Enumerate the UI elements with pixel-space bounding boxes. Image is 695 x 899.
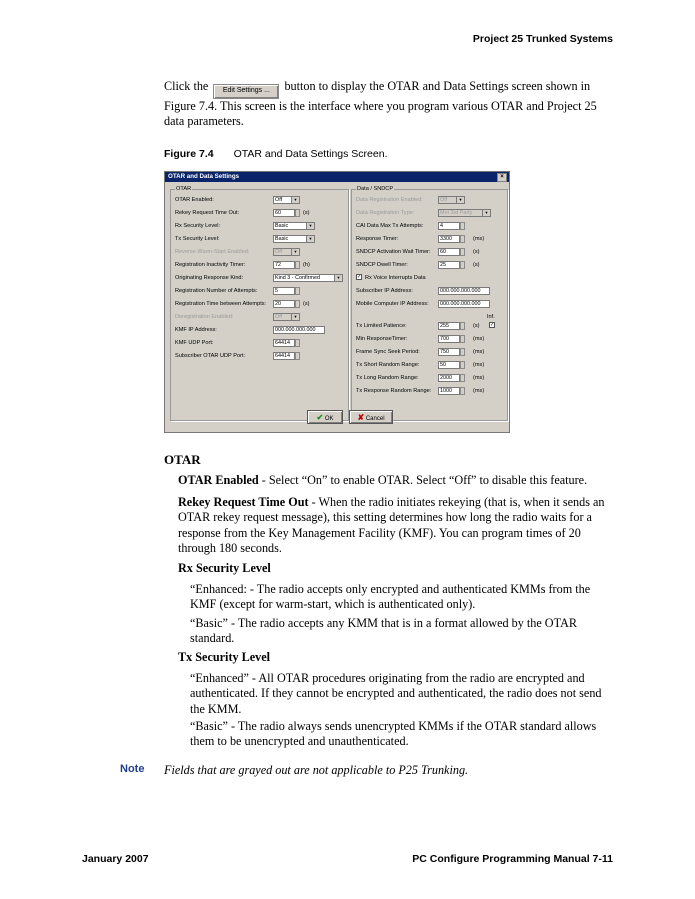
originating-response-label: Originating Response Kind: bbox=[175, 275, 244, 281]
tx-limited-patience-spinner[interactable] bbox=[460, 322, 465, 330]
reverse-warm-start-select[interactable]: Off ▼ bbox=[273, 248, 300, 256]
registration-time-between-label: Registration Time between Attempts: bbox=[175, 301, 267, 307]
tx-security-select[interactable]: Basic ▼ bbox=[273, 235, 315, 243]
inf-label: Inf. bbox=[487, 314, 495, 320]
otar-enabled-text: - Select “On” to enable OTAR. Select “Off” to disable this feature. bbox=[258, 473, 588, 487]
deregistration-enabled-label: Deregistration Enabled: bbox=[175, 314, 234, 320]
rekey-text: - When the radio initiates rekeying (that is, when it sends an OTAR rekey request message), this setting determines how long the radio waits for a response from the Key Management Facility (KMF). You can program times of 20 through 180 seconds. bbox=[178, 495, 605, 556]
tx-enhanced-paragraph: “Enhanced” - All OTAR procedures originating from the radio are encrypted and authenticated. If they cannot be encrypted and authenticated, the radio does not send the KMM. bbox=[190, 671, 602, 716]
rekey-paragraph bbox=[178, 495, 614, 557]
min-response-timer-label: Min ResponseTimer: bbox=[356, 336, 408, 342]
registration-time-between-unit: (s) bbox=[303, 301, 310, 307]
ok-label: OK bbox=[324, 416, 334, 422]
kmf-udp-port-spinner[interactable] bbox=[295, 339, 300, 347]
tx-long-random-input[interactable]: 2000 bbox=[438, 374, 460, 382]
reverse-warm-start-label: Reverse Warm-Start Enabled: bbox=[175, 249, 250, 255]
ok-button[interactable] bbox=[307, 410, 343, 424]
otar-heading: OTAR bbox=[164, 452, 201, 467]
min-response-timer-unit: (ms) bbox=[473, 336, 485, 342]
sndcp-activation-unit: (s) bbox=[473, 249, 480, 255]
figure-title: OTAR and Data Settings Screen. bbox=[233, 148, 388, 160]
data-registration-enabled-label: Data Registration Enabled: bbox=[356, 197, 423, 203]
sndcp-dwell-input[interactable]: 25 bbox=[438, 261, 460, 269]
footer-manual: PC Configure Programming Manual 7-11 bbox=[412, 853, 613, 865]
edit-settings-button-image: Edit Settings ... bbox=[213, 84, 279, 99]
subscriber-otar-port-spinner[interactable] bbox=[295, 352, 300, 360]
tx-short-random-unit: (ms) bbox=[473, 362, 485, 368]
mobile-computer-ip-input[interactable]: 000.000.000.000 bbox=[438, 300, 490, 308]
min-response-timer-spinner[interactable] bbox=[460, 335, 465, 343]
rx-security-select[interactable]: Basic ▼ bbox=[273, 222, 315, 230]
data-registration-enabled-select[interactable]: Off ▼ bbox=[438, 196, 465, 204]
frame-sync-unit: (ms) bbox=[473, 349, 485, 355]
cai-max-tx-label: CAI Data Max Tx Attempts: bbox=[356, 223, 424, 229]
kmf-udp-port-label: KMF UDP Port: bbox=[175, 340, 214, 346]
deregistration-enabled-select[interactable]: Off ▼ bbox=[273, 313, 300, 321]
registration-time-between-input[interactable]: 20 bbox=[273, 300, 295, 308]
rx-voice-interrupts-label: Rx Voice Interrupts Data bbox=[365, 275, 426, 281]
note-label: Note bbox=[120, 763, 145, 775]
sndcp-dwell-spinner[interactable] bbox=[460, 261, 465, 269]
mobile-computer-ip-label: Mobile Computer IP Address: bbox=[356, 301, 429, 307]
chevron-down-icon: ▼ bbox=[482, 210, 490, 216]
data-registration-type-select[interactable]: Mot 3rd Party ▼ bbox=[438, 209, 491, 217]
chevron-down-icon: ▼ bbox=[291, 249, 299, 255]
tx-response-random-spinner[interactable] bbox=[460, 387, 465, 395]
intro-before: Click the bbox=[164, 79, 209, 93]
chevron-down-icon: ▼ bbox=[456, 197, 464, 203]
response-timer-input[interactable]: 3300 bbox=[438, 235, 460, 243]
rekey-timeout-input[interactable]: 60 bbox=[273, 209, 295, 217]
intro-paragraph bbox=[164, 79, 616, 130]
cancel-button[interactable] bbox=[349, 410, 393, 424]
chevron-down-icon: ▼ bbox=[291, 197, 299, 203]
frame-sync-label: Frame Sync Seek Period: bbox=[356, 349, 420, 355]
sndcp-activation-spinner[interactable] bbox=[460, 248, 465, 256]
subscriber-otar-port-input[interactable]: 64414 bbox=[273, 352, 295, 360]
tx-short-random-input[interactable]: 50 bbox=[438, 361, 460, 369]
registration-inactivity-unit: (h) bbox=[303, 262, 310, 268]
tx-long-random-label: Tx Long Random Range: bbox=[356, 375, 419, 381]
checkmark-icon: ✔ bbox=[316, 413, 324, 422]
originating-response-select[interactable]: Kind 3 - Confirmed ▼ bbox=[273, 274, 343, 282]
rx-security-label: Rx Security Level: bbox=[175, 223, 221, 229]
registration-inactivity-spinner[interactable] bbox=[295, 261, 300, 269]
otar-group-title: OTAR bbox=[176, 186, 192, 192]
registration-attempts-spinner[interactable] bbox=[295, 287, 300, 295]
registration-time-between-spinner[interactable] bbox=[295, 300, 300, 308]
otar-enabled-label: OTAR Enabled: bbox=[175, 197, 214, 203]
registration-inactivity-input[interactable]: 72 bbox=[273, 261, 295, 269]
tx-basic-paragraph: “Basic” - The radio always sends unencrypted KMMs if the OTAR standard allows them to be unencrypted and unauthenticated. bbox=[190, 719, 597, 749]
footer-date: January 2007 bbox=[82, 853, 149, 865]
otar-enabled-select[interactable]: Off ▼ bbox=[273, 196, 300, 204]
chevron-down-icon: ▼ bbox=[306, 223, 314, 229]
tx-long-random-spinner[interactable] bbox=[460, 374, 465, 382]
cancel-label: Cancel bbox=[365, 416, 385, 422]
kmf-udp-port-input[interactable]: 64414 bbox=[273, 339, 295, 347]
figure-number: Figure 7.4 bbox=[164, 148, 214, 160]
rekey-term: Rekey Request Time Out bbox=[178, 495, 309, 509]
response-timer-label: Response Timer: bbox=[356, 236, 399, 242]
tx-response-random-label: Tx Response Random Range: bbox=[356, 388, 432, 394]
cai-max-tx-input[interactable]: 4 bbox=[438, 222, 460, 230]
tx-limited-patience-label: Tx Limited Patience: bbox=[356, 323, 407, 329]
response-timer-unit: (ms) bbox=[473, 236, 485, 242]
tx-limited-patience-unit: (s) bbox=[473, 323, 480, 329]
data-registration-type-label: Data Registration Type: bbox=[356, 210, 415, 216]
otar-enabled-paragraph bbox=[178, 473, 614, 488]
registration-attempts-input[interactable]: 5 bbox=[273, 287, 295, 295]
otar-data-settings-dialog bbox=[164, 171, 510, 433]
data-sndcp-group-title: Data / SNDCP bbox=[357, 186, 394, 192]
dialog-titlebar bbox=[165, 172, 509, 182]
sndcp-activation-input[interactable]: 60 bbox=[438, 248, 460, 256]
sndcp-dwell-label: SNDCP Dwell Timer: bbox=[356, 262, 408, 268]
response-timer-spinner[interactable] bbox=[460, 235, 465, 243]
chevron-down-icon: ▼ bbox=[306, 236, 314, 242]
figure-caption bbox=[164, 148, 388, 160]
registration-inactivity-label: Registration Inactivity Timer: bbox=[175, 262, 246, 268]
close-icon[interactable]: × bbox=[497, 173, 507, 182]
dialog-title: OTAR and Data Settings bbox=[168, 173, 240, 180]
intro-after: button to display the OTAR and Data Settings screen shown in Figure 7.4. This screen is the interface where you program various OTAR and Project 25 data parameters. bbox=[164, 79, 597, 129]
tx-limited-patience-input[interactable]: 255 bbox=[438, 322, 460, 330]
note-text: Fields that are grayed out are not applicable to P25 Trunking. bbox=[164, 763, 469, 777]
rekey-timeout-spinner[interactable] bbox=[295, 209, 300, 217]
rekey-timeout-unit: (s) bbox=[303, 210, 310, 216]
subscriber-ip-label: Subscriber IP Address: bbox=[356, 288, 413, 294]
kmf-ip-label: KMF IP Address: bbox=[175, 327, 217, 333]
rekey-timeout-label: Rekey Request Time Out: bbox=[175, 210, 240, 216]
chevron-down-icon: ▼ bbox=[334, 275, 342, 281]
rx-security-heading: Rx Security Level bbox=[178, 561, 271, 575]
tx-security-heading: Tx Security Level bbox=[178, 650, 271, 664]
subscriber-otar-port-label: Subscriber OTAR UDP Port: bbox=[175, 353, 246, 359]
inf-checkbox[interactable]: ✓ bbox=[490, 322, 495, 328]
min-response-timer-input[interactable]: 700 bbox=[438, 335, 460, 343]
tx-security-label: Tx Security Level: bbox=[175, 236, 220, 242]
tx-response-random-unit: (ms) bbox=[473, 388, 485, 394]
tx-long-random-unit: (ms) bbox=[473, 375, 485, 381]
sndcp-dwell-unit: (s) bbox=[473, 262, 480, 268]
tx-response-random-input[interactable]: 1000 bbox=[438, 387, 460, 395]
frame-sync-input[interactable]: 750 bbox=[438, 348, 460, 356]
rx-basic-paragraph: “Basic” - The radio accepts any KMM that is in a format allowed by the OTAR standard. bbox=[190, 616, 577, 646]
chevron-down-icon: ▼ bbox=[291, 314, 299, 320]
cai-max-tx-spinner[interactable] bbox=[460, 222, 465, 230]
cancel-x-icon: ✘ bbox=[357, 413, 365, 422]
sndcp-activation-label: SNDCP Activation Wait Timer: bbox=[356, 249, 431, 255]
frame-sync-spinner[interactable] bbox=[460, 348, 465, 356]
running-header: Project 25 Trunked Systems bbox=[472, 33, 613, 45]
subscriber-ip-input[interactable]: 000.000.000.000 bbox=[438, 287, 490, 295]
registration-attempts-label: Registration Number of Attempts: bbox=[175, 288, 258, 294]
tx-short-random-spinner[interactable] bbox=[460, 361, 465, 369]
tx-short-random-label: Tx Short Random Range: bbox=[356, 362, 420, 368]
rx-enhanced-paragraph: “Enhanced: - The radio accepts only encrypted and authenticated KMMs from the KMF (except for warm-start, which is authenticated only). bbox=[190, 582, 591, 612]
kmf-ip-input[interactable]: 000.000.000.000 bbox=[273, 326, 325, 334]
otar-enabled-term: OTAR Enabled bbox=[178, 473, 259, 487]
rx-voice-interrupts-checkbox[interactable]: ✓ bbox=[357, 274, 362, 280]
